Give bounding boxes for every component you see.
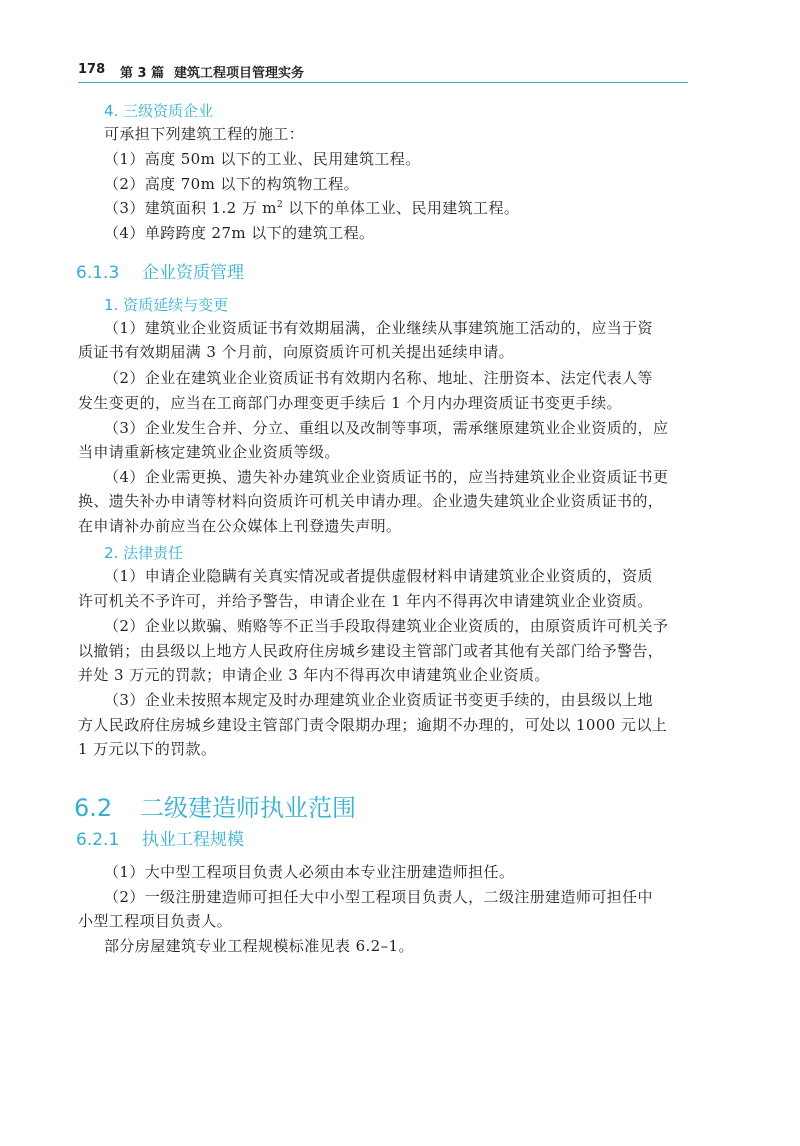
paragraph-line: （2）一级注册建造师可担任大中小型工程项目负责人，二级注册建造师可担任中 [104, 888, 653, 906]
paragraph-line: 小型工程项目负责人。 [78, 912, 233, 930]
heading-level3-grade: 4. 三级资质企业 [104, 102, 214, 120]
paragraph-line: （1）建筑业企业资质证书有效期届满，企业继续从事建筑施工活动的，应当于资 [104, 319, 653, 337]
paragraph-line: 换、遗失补办申请等材料向资质许可机关申请办理。企业遗失建筑业企业资质证书的， [78, 492, 664, 510]
list-item-text: （3）建筑面积 1.2 万 m [104, 199, 277, 217]
paragraph-line: 质证书有效期届满 3 个月前，向原资质许可机关提出延续申请。 [78, 343, 515, 361]
section-title: 二级建造师执业范围 [140, 794, 356, 822]
list-item-text: 以下的单体工业、民用建筑工程。 [283, 199, 520, 217]
chapter-section-heading-62 [74, 788, 356, 823]
paragraph-line: （3）企业发生合并、分立、重组以及改制等事项，需承继原建筑业企业资质的，应 [104, 419, 669, 437]
paragraph-line: 部分房屋建筑专业工程规模标准见表 6.2–1。 [104, 937, 414, 955]
page-number: 178 [78, 62, 106, 77]
list-item: （1）高度 50m 以下的工业、民用建筑工程。 [104, 150, 421, 168]
section-title: 执业工程规模 [142, 830, 244, 850]
heading-renewal-change: 1. 资质延续与变更 [104, 296, 229, 314]
paragraph-line: 发生变更的，应当在工商部门办理变更手续后 1 个月内办理资质证书变更手续。 [78, 394, 622, 412]
paragraph-line: 许可机关不予许可，并给予警告，申请企业在 1 年内不得再次申请建筑业企业资质。 [78, 592, 653, 610]
section-heading-621 [76, 825, 244, 850]
part-label: 第 3 篇 [120, 66, 165, 81]
header-rule [78, 82, 688, 83]
paragraph-line: （3）企业未按照本规定及时办理建筑业企业资质证书变更手续的，由县级以上地 [104, 691, 653, 709]
paragraph-line: 在申请补办前应当在公众媒体上刊登遗失声明。 [78, 517, 402, 535]
section-number: 6.1.3 [76, 263, 120, 283]
paragraph-line: （2）企业以欺骗、贿赂等不正当手段取得建筑业企业资质的，由原资质许可机关予 [104, 617, 669, 635]
superscript: 2 [276, 200, 284, 210]
book-title: 建筑工程项目管理实务 [174, 66, 305, 81]
section-heading-613 [76, 258, 244, 283]
paragraph-line: （1）申请企业隐瞒有关真实情况或者提供虚假材料申请建筑业企业资质的，资质 [104, 567, 653, 585]
list-item: （2）高度 70m 以下的构筑物工程。 [104, 175, 359, 193]
paragraph-line: 1 万元以下的罚款。 [78, 740, 217, 758]
paragraph-line: （2）企业在建筑业企业资质证书有效期内名称、地址、注册资本、法定代表人等 [104, 369, 653, 387]
section-number: 6.2.1 [76, 830, 120, 850]
list-item: （4）单跨跨度 27m 以下的建筑工程。 [104, 224, 375, 242]
section-number: 6.2 [74, 794, 113, 822]
heading-legal-liability: 2. 法律责任 [104, 544, 184, 562]
running-header [78, 60, 688, 82]
paragraph-line: 以撤销；由县级以上地方人民政府住房城乡建设主管部门或者其他有关部门给予警告， [78, 642, 664, 660]
paragraph-line: （4）企业需更换、遗失补办建筑业企业资质证书的，应当持建筑业企业资质证书更 [104, 468, 669, 486]
paragraph-line: 方人民政府住房城乡建设主管部门责令限期办理；逾期不办理的，可处以 1000 元以上 [78, 716, 668, 734]
section-title: 企业资质管理 [142, 263, 244, 283]
paragraph-intro: 可承担下列建筑工程的施工： [104, 125, 305, 143]
paragraph-line: 并处 3 万元的罚款；申请企业 3 年内不得再次申请建筑业企业资质。 [78, 666, 550, 684]
paragraph-line: （1）大中型工程项目负责人必须由本专业注册建造师担任。 [104, 863, 515, 881]
list-item [104, 198, 519, 218]
paragraph-line: 当申请重新核定建筑业企业资质等级。 [78, 443, 340, 461]
